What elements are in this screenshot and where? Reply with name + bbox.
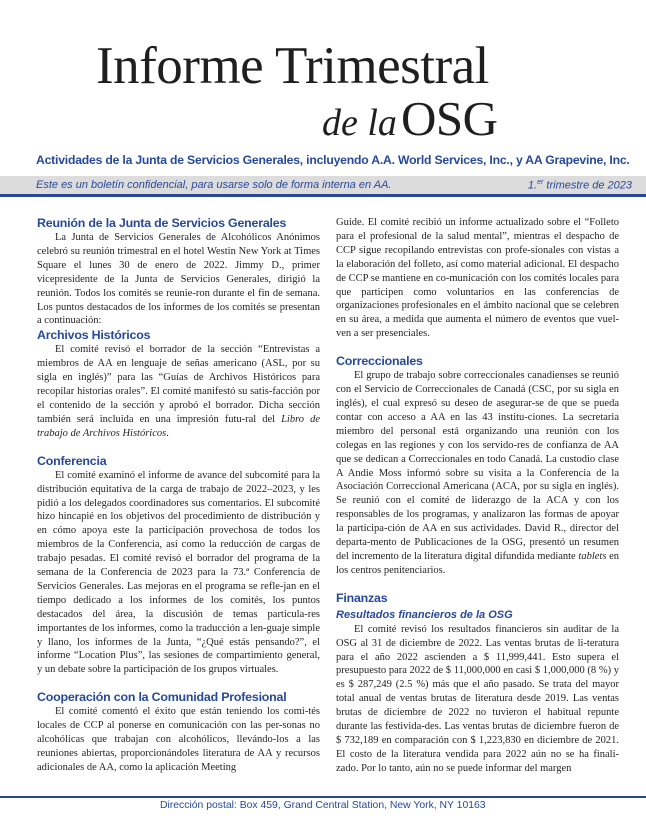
correccionales-heading: Correccionales [336, 354, 423, 369]
correccionales-text: El grupo de trabajo sobre correccionales canadienses se reunió con el Servicio de Correccionales de Canadá (CSC, por su sigla en inglés), el cual expresó su deseo de asegurar-se de que se pueda contar con acceso a AA en las 43 institu-ciones. La secretaria miembro del personal está organizando una reunión con los colegas en las regiones y con los servido-res de confianza de AA que se dedican a Correccionales en todo Canadá. La custodio clase A Andie Moss informó sobre su visita a la Conferencia de la Asociación Correccional Americana (ACA, por su sigla en inglés). Se reunió con el comité de liderazgo de la ACA y con los responsables de los programas, y analizaron las formas de apoyar la participa-ción de AA en sus actividades. David R., director del departa-mento de Publicaciones de la OSG, presentó un resumen del incremento de la literatura digital difundida mediante [336, 370, 619, 562]
quarter-text: trimestre de 2023 [543, 179, 632, 192]
conferencia-paragraph: El comité examinó el informe de avance del subcomité para la distribución equitativa de la carga de trabajo de 2022–2023, y les pidió a los delegados coordinadores sus comentarios. El subcomité hizo hincapié en los objetivos del procedimiento de distribución y en cómo apoya este la participación provechosa de todos los miembros de la Conferencia, así como la reducción de cargas de trabajo pesadas. El comité revisó el borrador del programa de la semana de la Conferencia de 2023 para la 73.ª Conferencia de Servicios Generales. Las mejoras en el programa se refle-jan en el tiempo dedicado a los informes de los comités, los puntos destacados del área, la discusión de temas particula-res importantes de los informes, como la traducción a len-guaje simple y llano, los informes de la Junta, “¿Qué estás pensando?”, el informe “Location Plus”, las sesiones de compartimiento general, y un debate sobre la participación de los grupos virtuales. [37, 469, 320, 676]
correccionales-text-end: en los centros penitenciarios. [336, 550, 619, 576]
activities-subtitle: Actividades de la Junta de Servicios Generales, incluyendo A.A. World Services, Inc., y AA Grapevine, Inc. [36, 153, 630, 167]
confidential-note: Este es un boletín confidencial, para usarse solo de forma interna en AA. [36, 179, 392, 191]
confidential-band [0, 176, 646, 197]
newsletter-title: Informe Trimestral [96, 37, 489, 95]
finanzas-paragraph: El comité revisó los resultados financieros sin auditar de la OSG al 31 de diciembre de 2022. Las ventas brutas de li-teratura para el año 2022 ascienden a $ 11,999,441. Esto supera el presupuesto para 2022 de $ 11,000,000 en casi $ 1,000,000 (8 %) y es $ 287,249 (2.5 %) más que el año pasado. Se trata del mayor total anual de ventas brutas de literatura desde 2019. Las ventas brutas de diciembre de 2022 no tuvieron el habitual repunte durante las festivida-des. Las ventas brutas de diciembre fueron de $ 732,189 en comparación con $ 1,223,830 en diciembre de 2021. El costo de la literatura vendida para 2022 aún no se ha finali-zado. Por lo tanto, aún no se puede informar del margen [336, 623, 619, 774]
finanzas-heading: Finanzas [336, 590, 388, 605]
conferencia-heading: Conferencia [37, 453, 107, 468]
left-column [37, 216, 320, 794]
reunion-paragraph: La Junta de Servicios Generales de Alcohólicos Anónimos celebró su reunión trimestral en el hotel Westin New York at Times Square el lunes 30 de enero de 2022. Jimmy D., primer vicepresidente de la Junta de Servicios Generales, dirigió la reunión. Todos los comités se reunie-ron durante el fin de semana. Los puntos destacados de los informes de los comités se presentan a continuación: [37, 232, 320, 327]
correccionales-paragraph [336, 369, 619, 578]
subtitle-osg: OSG [400, 91, 498, 146]
archivos-text: El comité revisó el borrador de la sección “Entrevistas a miembros de AA en lenguaje de señas americano (ASL, por su sigla en inglés)” para las “Guías de Archivos Históricos para recopilar historias orales”. El comité manifestó su satis-facción por el contenido de la sección y aprobó el borrador. Dicha sección también será incluida en una impresión futu-ral del [37, 344, 320, 425]
archivos-heading: Archivos Históricos [37, 328, 151, 343]
reunion-heading: Reunión de la Junta de Servicios Generales [37, 216, 287, 230]
correccionales-tablets: tablets [578, 550, 607, 562]
archivos-paragraph [37, 343, 320, 440]
newsletter-subtitle [322, 91, 498, 146]
footer-rule [0, 796, 646, 811]
subtitle-de-la: de la [322, 102, 397, 144]
quarter-ordinal: er [537, 179, 544, 186]
quarter-label [528, 179, 632, 192]
cooperacion-heading: Cooperación con la Comunidad Profesional [37, 690, 287, 705]
right-column [336, 216, 619, 794]
archivos-text-end: . [166, 427, 169, 439]
quarter-number: 1. [527, 179, 538, 192]
cooperacion-continued: Guide. El comité recibió un informe actualizado sobre el “Folleto para el profesional de la salud mental”, mientras el despacho de CCP sigue recopilando entrevistas con profe-sionales con vistas a la elaboración del folleto, así como material adicional. El despacho de CCP se mantiene en co-municación con los comités locales para que participen como voluntarios en las conferencias de organizaciones profesionales en el ámbito nacional que se celebren en su área, a medida que aumenta el número de eventos que vuel-ven a ser presenciales. [336, 217, 619, 340]
resultados-subheading: Resultados financieros de la OSG [336, 608, 513, 621]
archivos-book-title: Libro de trabajo de Archivos Históricos [37, 413, 320, 439]
mailing-address: Dirección postal: Box 459, Grand Central Station, New York, NY 10163 [160, 800, 486, 811]
cooperacion-paragraph: El comité comentó el éxito que están teniendo los comi-tés locales de CCP al ponerse en comunicación con las per-sonas no alcohólicas que trabajan con alcohólicos, llevándo-los a las reuniones abiertas, proporcionándoles literatura de AA y recursos adicionales de AA, como la aplicación Meeting [37, 706, 320, 773]
